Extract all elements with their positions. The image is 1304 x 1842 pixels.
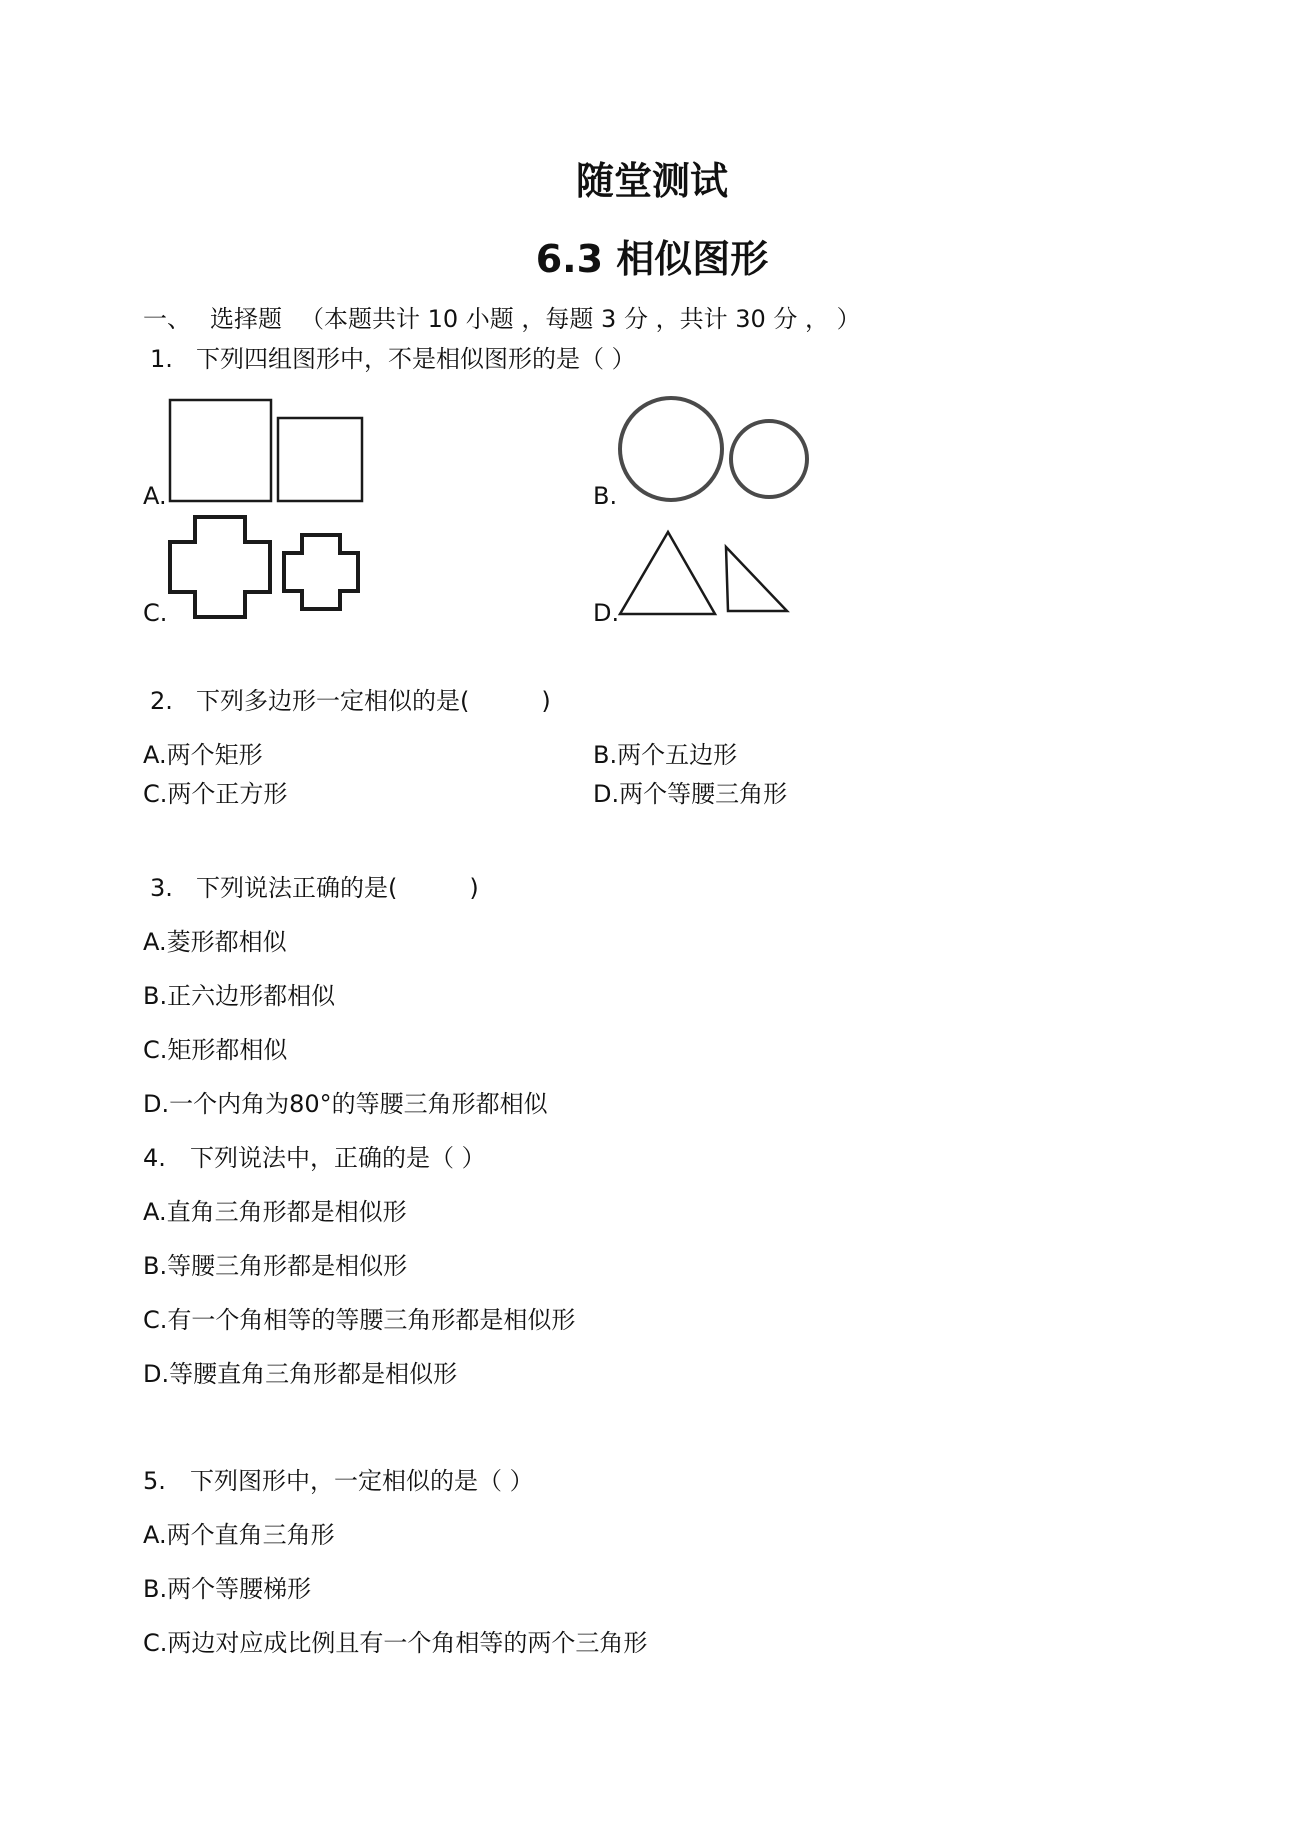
two-circles-figure — [615, 393, 815, 508]
option-c: C.两边对应成比例且有一个角相等的两个三角形 — [143, 1629, 648, 1657]
question-stem: 下列说法中，正确的是（ ） — [190, 1144, 486, 1172]
question-stem: 下列图形中，一定相似的是（ ） — [190, 1467, 534, 1495]
option-letter: C. — [143, 599, 168, 627]
section-note: （本题共计 10 小题 ，每题 3 分 ，共计 30 分 ， ） — [300, 305, 861, 333]
option-a: A.直角三角形都是相似形 — [143, 1198, 407, 1226]
option-c: C.有一个角相等的等腰三角形都是相似形 — [143, 1306, 576, 1334]
option-d: D.一个内角为80°的等腰三角形都相似 — [143, 1090, 548, 1118]
option-d: D.两个等腰三角形 — [593, 780, 788, 808]
two-squares-figure — [165, 395, 370, 505]
option-c: C.两个正方形 — [143, 780, 288, 808]
two-crosses-figure — [165, 512, 370, 622]
question-stem: 下列说法正确的是( ) — [196, 874, 479, 902]
option-a: A.两个直角三角形 — [143, 1521, 335, 1549]
option-c: C.矩形都相似 — [143, 1036, 288, 1064]
option-a: A.菱形都相似 — [143, 928, 287, 956]
two-triangles-figure — [615, 527, 805, 619]
option-b: B.等腰三角形都是相似形 — [143, 1252, 408, 1280]
question-stem: 下列多边形一定相似的是( ) — [196, 687, 551, 715]
option-a: A.两个矩形 — [143, 741, 263, 769]
question-stem: 下列四组图形中，不是相似图形的是（ ） — [196, 345, 636, 373]
question-number: 2. — [150, 687, 173, 715]
page-subtitle: 6.3 相似图形 — [535, 237, 769, 281]
question-number: 5. — [143, 1467, 166, 1495]
option-letter: D. — [593, 599, 620, 627]
question-number: 4. — [143, 1144, 166, 1172]
question-number: 3. — [150, 874, 173, 902]
option-letter: B. — [593, 482, 618, 510]
section-name: 选择题 — [210, 305, 282, 333]
page-title: 随堂测试 — [575, 159, 728, 203]
option-b: B.两个等腰梯形 — [143, 1575, 312, 1603]
option-b: B.两个五边形 — [593, 741, 738, 769]
option-b: B.正六边形都相似 — [143, 982, 336, 1010]
question-number: 1. — [150, 345, 173, 373]
option-letter: A. — [143, 482, 167, 510]
option-d: D.等腰直角三角形都是相似形 — [143, 1360, 458, 1388]
section-number: 一、 — [143, 305, 191, 333]
